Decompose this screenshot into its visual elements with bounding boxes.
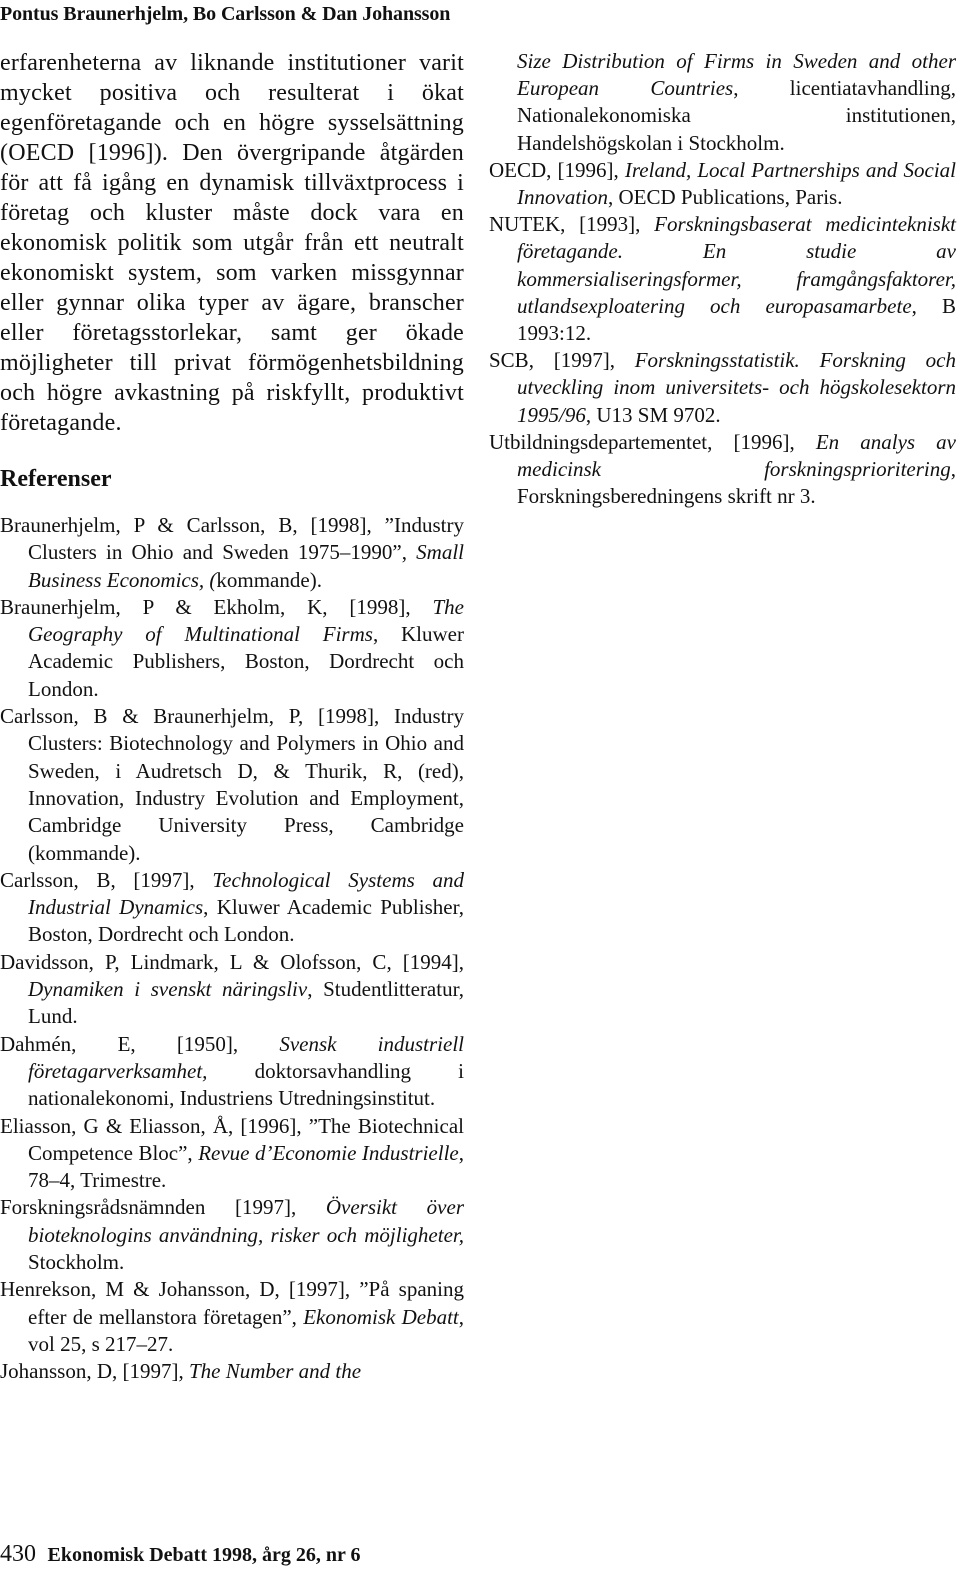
reference-source: , Forskningsberedningens skrift nr 3. (517, 457, 956, 509)
reference-authors: Carlsson, B, [1997], (0, 867, 213, 892)
reference-source: doktorsavhandling i nationalekonomi, Industriens Utredningsinstitut. (28, 1058, 464, 1111)
reference-item (0, 949, 464, 1031)
reference-source: , Kluwer Academic Publisher, Boston, Dordrecht och London. (28, 895, 464, 947)
reference-authors: Dahmén, E, [1950], (0, 1031, 280, 1056)
reference-title: Ekonomisk Debatt (303, 1304, 459, 1329)
reference-item (0, 594, 464, 703)
reference-source: , U13 SM 9702. (585, 402, 721, 427)
reference-title: Forskningsstatistik. Forskning och utveckling inom universitets- och högskolesektorn 1995/96 (517, 348, 956, 427)
reference-authors: Eliasson, G & Eliasson, Å, [1996], ”The Biotechnical Competence Bloc”, (0, 1113, 464, 1165)
reference-authors: Carlsson, B & Braunerhjelm, P, [1998], Industry Clusters: Biotechnology and Polymers in Ohio and Sweden, i Audretsch D, & Thurik, R, (red), Innovation, Industry Evolution and Employment, Cambridge University Press, Cambridge (kommande). (0, 704, 464, 865)
reference-item (0, 1194, 464, 1276)
reference-item (489, 48, 956, 157)
reference-title: Revue d’Economie Industrielle (198, 1140, 459, 1165)
reference-title: En analys av medicinsk forskningsprioritering (517, 429, 956, 482)
reference-title: The Number and the (189, 1359, 362, 1384)
reference-title: Size Distribution of Firms in Sweden and other European Countries (517, 49, 956, 101)
reference-item (0, 1358, 464, 1385)
reference-item (0, 1113, 464, 1195)
reference-item (0, 1031, 464, 1113)
reference-item (0, 703, 464, 867)
reference-item (489, 347, 956, 429)
reference-source: , Studentlitteratur, Lund. (28, 977, 464, 1029)
reference-authors: Forskningsrådsnämnden [1997], (0, 1195, 326, 1220)
reference-item (0, 867, 464, 949)
reference-authors: SCB, [1997], (489, 348, 635, 373)
page-number: 430 (0, 1541, 36, 1567)
reference-authors: Braunerhjelm, P & Ekholm, K, [1998], (0, 594, 433, 619)
reference-title: Small Business Economics, ( (28, 540, 464, 592)
left-column (0, 48, 464, 1386)
running-head: Pontus Braunerhjelm, Bo Carlsson & Dan Johansson (0, 3, 451, 25)
reference-authors: OECD, [1996], (489, 157, 625, 182)
reference-item (0, 1276, 464, 1358)
references-list-right (489, 48, 956, 510)
page-footer (0, 1541, 361, 1568)
right-column (489, 48, 956, 510)
reference-title: Svensk industriell företagarverksamhet, (28, 1031, 464, 1083)
reference-source: , vol 25, s 217–27. (28, 1304, 465, 1356)
reference-title: Översikt över bioteknologins användning, risker och möjligheter, (28, 1195, 464, 1247)
reference-authors: Henrekson, M & Johansson, D, [1997], ”På spaning efter de mellanstora företagen”, (0, 1277, 464, 1329)
reference-source: , B 1993:12. (517, 293, 956, 346)
reference-item (489, 211, 956, 347)
reference-source: kommande). (216, 567, 322, 592)
references-heading: Referenser (0, 466, 112, 492)
reference-title: Forskningsbaserat medicintekniskt företagande. En studie av kommersialiseringsformer, framgångsfaktorer, utlandsexploatering och europasamarbete (517, 212, 956, 318)
reference-authors: NUTEK, [1993], (489, 212, 655, 237)
reference-source: , 78–4, Trimestre. (28, 1140, 464, 1193)
reference-authors: Johansson, D, [1997], (0, 1359, 189, 1384)
body-paragraph: erfarenheterna av liknande institutioner varit mycket positiva och resulterat i ökat egenföretagande och en högre sysselsättning (OECD [1996]). Den övergripande åtgärden för att få igång en dynamisk tillväxtprocess i företag och kluster måste dock vara en ekonomisk politik som utgår från ett neutralt ekonomiskt system, som varken missgynnar eller gynnar olika typer av ägare, branscher eller företagsstorlekar, samt ger ökade möjligheter till privat förmögenhetsbildning och högre avkastning på riskfyllt, produktivt företagande. (0, 50, 464, 436)
reference-authors: Utbildningsdepartementet, [1996], (489, 429, 816, 454)
reference-authors: Braunerhjelm, P & Carlsson, B, [1998], ”Industry Clusters in Ohio and Sweden 1975–1990”, (0, 513, 464, 565)
reference-source: , OECD Publications, Paris. (607, 185, 843, 210)
reference-item (489, 429, 956, 511)
reference-title: Technological Systems and Industrial Dynamics (28, 867, 464, 920)
reference-source: Stockholm. (28, 1250, 125, 1275)
reference-authors: Davidsson, P, Lindmark, L & Olofsson, C, [1994], (0, 949, 464, 974)
reference-title: The Geography of Multinational Firms (28, 594, 464, 647)
journal-issue: Ekonomisk Debatt 1998, årg 26, nr 6 (47, 1544, 361, 1566)
reference-source: , Kluwer Academic Publishers, Boston, Dordrecht och London. (28, 622, 464, 701)
reference-item (489, 157, 956, 211)
reference-source: , licentiatavhandling, Nationalekonomiska institutionen, Handelshögskolan i Stockholm. (517, 76, 956, 155)
reference-item (0, 512, 464, 594)
reference-title: Dynamiken i svenskt näringsliv (28, 977, 308, 1002)
references-list-left (0, 512, 464, 1386)
reference-title: Ireland, Local Partnerships and Social Innovation (517, 157, 957, 210)
